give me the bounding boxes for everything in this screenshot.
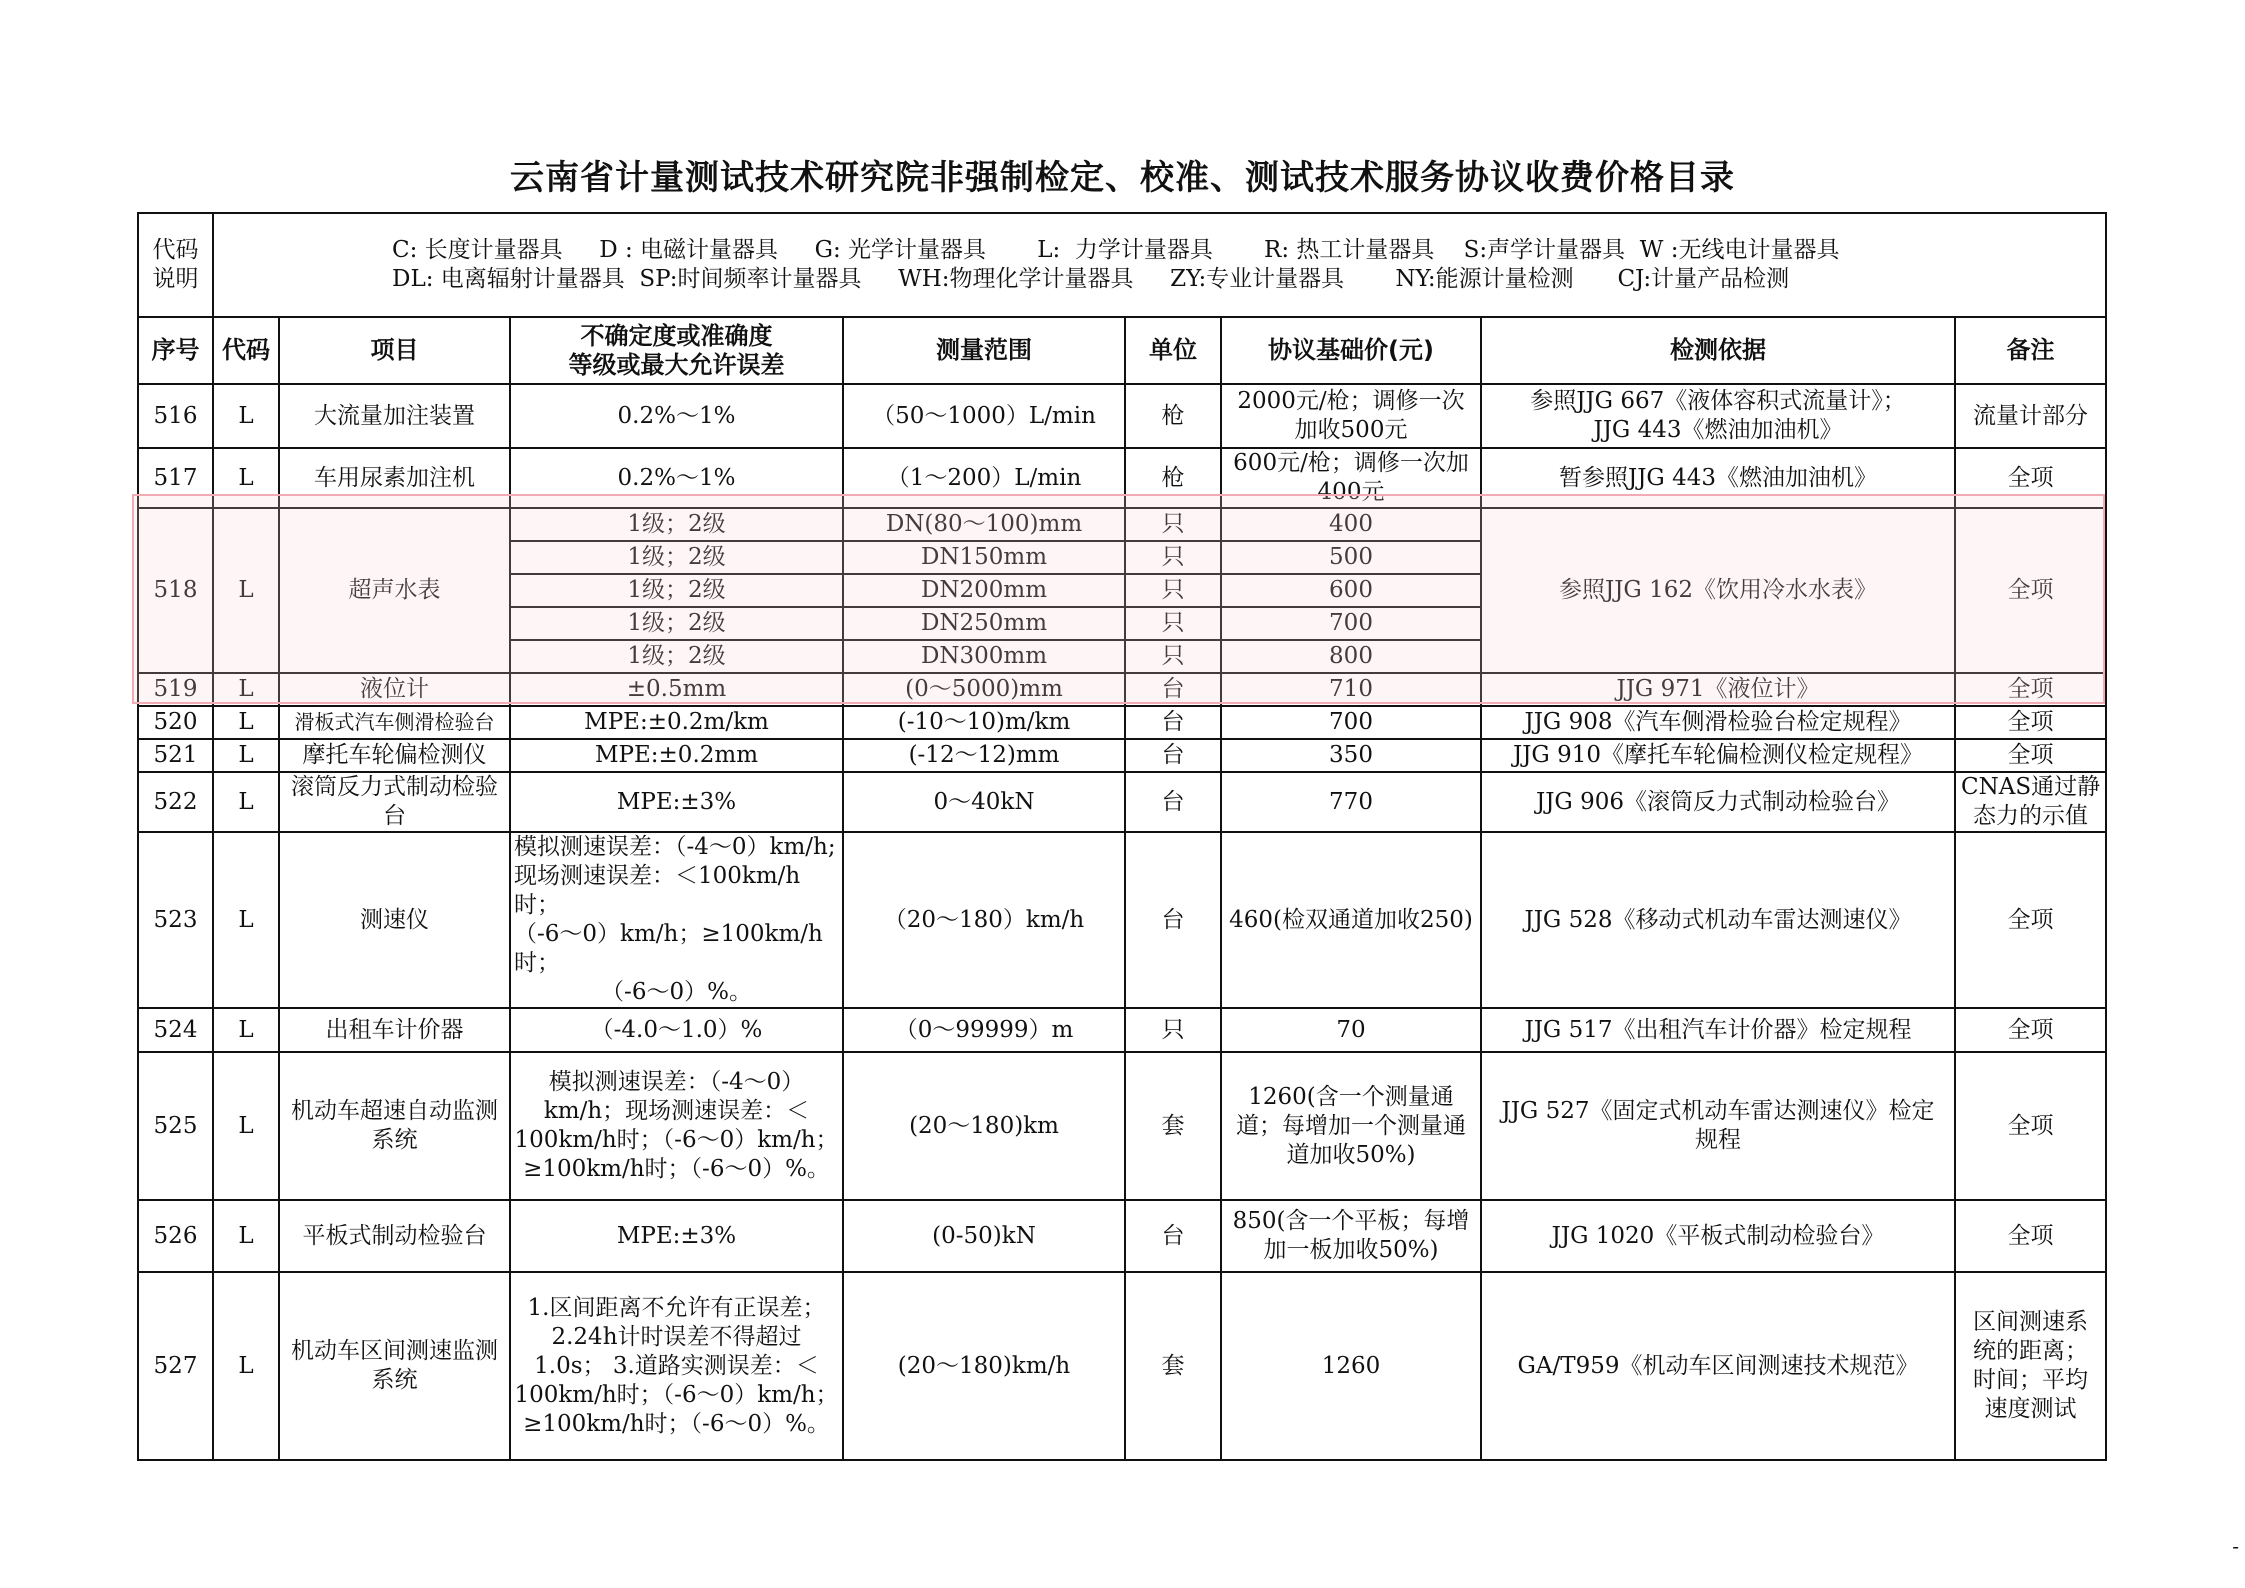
cell-range: DN150mm — [843, 541, 1125, 574]
cell-price — [1221, 1052, 1481, 1200]
cell-unit: 台 — [1125, 772, 1221, 832]
cell-unit: 只 — [1125, 640, 1221, 673]
cell-basis: JJG 517《出租汽车计价器》检定规程 — [1481, 1008, 1955, 1052]
table-row — [138, 1008, 2106, 1052]
cell-range: DN200mm — [843, 574, 1125, 607]
page-edge-mark: - — [2232, 1534, 2239, 1558]
cell-basis: JJG 528《移动式机动车雷达测速仪》 — [1481, 832, 1955, 1008]
cell-uncertainty — [510, 832, 843, 1008]
cell-code: L — [213, 1200, 279, 1272]
legend-content — [213, 213, 2106, 317]
cell-seq: 525 — [138, 1052, 213, 1200]
legend-line-1: C: 长度计量器具 D : 电磁计量器具 G: 光学计量器具 L: 力学计量器具 R: 热工计量器具 S:声学计量器具 W :无线电计量器具 — [392, 237, 1840, 263]
cell-uncertainty: MPE:±3% — [510, 772, 843, 832]
cell-item-line: 系统 — [371, 1367, 418, 1393]
cell-price: 500 — [1221, 541, 1481, 574]
cell-item: 液位计 — [279, 673, 510, 706]
cell-item — [279, 1272, 510, 1460]
cell-uncertainty: 1级；2级 — [510, 640, 843, 673]
cell-remark: 全项 — [1955, 448, 2106, 508]
cell-price: 770 — [1221, 772, 1481, 832]
legend-line-2: DL: 电离辐射计量器具 SP:时间频率计量器具 WH:物理化学计量器具 ZY:专业计量器具 NY:能源计量检测 CJ:计量产品检测 — [392, 266, 1790, 292]
table-row — [138, 508, 2106, 541]
cell-seq: 522 — [138, 772, 213, 832]
cell-seq: 516 — [138, 384, 213, 448]
cell-item: 测速仪 — [279, 832, 510, 1008]
cell-basis: 暂参照JJG 443《燃油加油机》 — [1481, 448, 1955, 508]
table-row — [138, 384, 2106, 448]
cell-item: 车用尿素加注机 — [279, 448, 510, 508]
cell-item-line: 滚筒反力式制动检验 — [291, 774, 498, 800]
cell-remark-line: CNAS通过静 — [1961, 774, 2101, 800]
cell-code: L — [213, 832, 279, 1008]
cell-uncertainty: （-4.0～1.0）% — [510, 1008, 843, 1052]
cell-remark: 全项 — [1955, 832, 2106, 1008]
table-row — [138, 1272, 2106, 1460]
cell-code: L — [213, 772, 279, 832]
cell-uncertainty-line: 100km/h时；（-6～0）km/h； — [514, 1127, 839, 1153]
cell-unit: 台 — [1125, 832, 1221, 1008]
cell-seq: 519 — [138, 673, 213, 706]
header-unit: 单位 — [1125, 317, 1221, 384]
cell-range: （0～99999）m — [843, 1008, 1125, 1052]
cell-uncertainty-line: ≥100km/h时；（-6～0）%。 — [523, 1156, 830, 1182]
page-title: 云南省计量测试技术研究院非强制检定、校准、测试技术服务协议收费价格目录 — [510, 158, 1735, 198]
legend-label — [138, 213, 213, 317]
cell-range: (20～180)km — [843, 1052, 1125, 1200]
cell-uncertainty-line: （-6～0）km/h；≥100km/h时； — [514, 921, 823, 976]
cell-unit: 枪 — [1125, 384, 1221, 448]
cell-item-line: 机动车区间测速监测 — [291, 1338, 498, 1364]
cell-price — [1221, 1200, 1481, 1272]
cell-uncertainty-line: 1.0s； 3.道路实测误差：＜ — [534, 1352, 819, 1379]
cell-basis-line: JJG 443《燃油加油机》 — [1593, 417, 1843, 443]
cell-price: 600 — [1221, 574, 1481, 607]
cell-uncertainty-line: 100km/h时；（-6～0）km/h； — [514, 1381, 839, 1408]
cell-price-line: 850(含一个平板；每增 — [1232, 1208, 1470, 1234]
cell-uncertainty-line: 现场测速误差：＜100km/h时； — [514, 863, 801, 918]
table-row — [138, 1200, 2106, 1272]
cell-basis — [1481, 384, 1955, 448]
cell-price: 800 — [1221, 640, 1481, 673]
cell-code: L — [213, 1052, 279, 1200]
header-item: 项目 — [279, 317, 510, 384]
cell-item: 平板式制动检验台 — [279, 1200, 510, 1272]
cell-code: L — [213, 508, 279, 673]
cell-item: 滑板式汽车侧滑检验台 — [279, 706, 510, 739]
cell-price-line: 400元 — [1317, 479, 1385, 505]
cell-remark: 全项 — [1955, 1052, 2106, 1200]
cell-range: (-10～10)m/km — [843, 706, 1125, 739]
price-table — [137, 212, 2107, 1461]
cell-basis-line: 规程 — [1695, 1127, 1741, 1153]
cell-code: L — [213, 739, 279, 772]
cell-uncertainty-line: km/h；现场测速误差：＜ — [543, 1098, 810, 1124]
cell-item — [279, 1052, 510, 1200]
cell-range: (-12～12)mm — [843, 739, 1125, 772]
cell-remark — [1955, 772, 2106, 832]
cell-price — [1221, 384, 1481, 448]
cell-seq: 526 — [138, 1200, 213, 1272]
cell-uncertainty-line: 1.区间距离不允许有正误差； — [527, 1294, 826, 1321]
cell-item — [279, 772, 510, 832]
cell-price: 700 — [1221, 706, 1481, 739]
cell-price: 400 — [1221, 508, 1481, 541]
cell-uncertainty: 1级；2级 — [510, 574, 843, 607]
cell-seq: 523 — [138, 832, 213, 1008]
cell-range: （50～1000）L/min — [843, 384, 1125, 448]
cell-unit: 只 — [1125, 574, 1221, 607]
cell-seq: 524 — [138, 1008, 213, 1052]
header-uncertainty — [510, 317, 843, 384]
cell-uncertainty: 1级；2级 — [510, 541, 843, 574]
cell-item: 超声水表 — [279, 508, 510, 673]
header-uncertainty-line: 不确定度或准确度 — [580, 321, 773, 350]
header-uncertainty-line: 等级或最大允许误差 — [568, 350, 785, 379]
cell-remark: 流量计部分 — [1955, 384, 2106, 448]
cell-basis: JJG 1020《平板式制动检验台》 — [1481, 1200, 1955, 1272]
cell-item-line: 台 — [383, 803, 406, 829]
cell-remark — [1955, 1272, 2106, 1460]
cell-remark-line: 速度测试 — [1984, 1396, 2077, 1422]
cell-uncertainty: ±0.5mm — [510, 673, 843, 706]
cell-remark-line: 态力的示值 — [1973, 803, 2089, 829]
cell-uncertainty-line: 模拟测速误差：（-4～0） — [548, 1069, 805, 1095]
cell-unit: 只 — [1125, 1008, 1221, 1052]
cell-uncertainty: MPE:±3% — [510, 1200, 843, 1272]
legend-row — [138, 213, 2106, 317]
cell-seq: 518 — [138, 508, 213, 673]
cell-basis-line: JJG 527《固定式机动车雷达测速仪》检定 — [1501, 1098, 1935, 1124]
cell-uncertainty: MPE:±0.2mm — [510, 739, 843, 772]
cell-remark-line: 时间；平均 — [1973, 1367, 2089, 1393]
cell-price: 70 — [1221, 1008, 1481, 1052]
header-basis: 检测依据 — [1481, 317, 1955, 384]
cell-uncertainty: 1级；2级 — [510, 508, 843, 541]
cell-code: L — [213, 706, 279, 739]
table-row — [138, 739, 2106, 772]
cell-uncertainty: MPE:±0.2m/km — [510, 706, 843, 739]
cell-seq: 517 — [138, 448, 213, 508]
cell-unit: 台 — [1125, 739, 1221, 772]
cell-unit: 套 — [1125, 1272, 1221, 1460]
header-range: 测量范围 — [843, 317, 1125, 384]
table-row — [138, 448, 2106, 508]
header-remark: 备注 — [1955, 317, 2106, 384]
cell-basis: JJG 908《汽车侧滑检验台检定规程》 — [1481, 706, 1955, 739]
cell-code: L — [213, 448, 279, 508]
header-row — [138, 317, 2106, 384]
table-row — [138, 1052, 2106, 1200]
cell-uncertainty-line: ≥100km/h时；（-6～0）%。 — [523, 1410, 830, 1437]
cell-code: L — [213, 1008, 279, 1052]
cell-price — [1221, 448, 1481, 508]
cell-range: （1～200）L/min — [843, 448, 1125, 508]
cell-uncertainty: 0.2%～1% — [510, 448, 843, 508]
cell-unit: 台 — [1125, 673, 1221, 706]
cell-remark-line: 区间测速系 — [1973, 1309, 2089, 1335]
cell-basis: JJG 910《摩托车轮偏检测仪检定规程》 — [1481, 739, 1955, 772]
cell-remark-line: 统的距离； — [1973, 1338, 2089, 1364]
cell-price-line: 1260(含一个测量通 — [1248, 1083, 1454, 1110]
cell-range: 0～40kN — [843, 772, 1125, 832]
cell-remark: 全项 — [1955, 1200, 2106, 1272]
table-row — [138, 706, 2106, 739]
header-price: 协议基础价(元) — [1221, 317, 1481, 384]
cell-price: 1260 — [1221, 1272, 1481, 1460]
cell-uncertainty: 1级；2级 — [510, 607, 843, 640]
cell-item-line: 系统 — [371, 1127, 418, 1153]
cell-code: L — [213, 384, 279, 448]
cell-range: DN250mm — [843, 607, 1125, 640]
cell-price-line: 600元/枪；调修一次加 — [1233, 450, 1469, 476]
cell-price-line: 加收500元 — [1294, 417, 1408, 443]
cell-item: 大流量加注装置 — [279, 384, 510, 448]
header-code: 代码 — [213, 317, 279, 384]
cell-remark: 全项 — [1955, 706, 2106, 739]
cell-uncertainty — [510, 1272, 843, 1460]
cell-unit: 台 — [1125, 706, 1221, 739]
table-row — [138, 832, 2106, 1008]
cell-item: 出租车计价器 — [279, 1008, 510, 1052]
table-row — [138, 772, 2106, 832]
cell-uncertainty: 0.2%～1% — [510, 384, 843, 448]
cell-code: L — [213, 1272, 279, 1460]
cell-unit: 只 — [1125, 541, 1221, 574]
cell-seq: 527 — [138, 1272, 213, 1460]
cell-range: (20～180)km/h — [843, 1272, 1125, 1460]
cell-range: (0～5000)mm — [843, 673, 1125, 706]
header-seq: 序号 — [138, 317, 213, 384]
cell-basis: JJG 971《液位计》 — [1481, 673, 1955, 706]
cell-price-line: 道；每增加一个测量通 — [1236, 1112, 1466, 1139]
cell-basis-line: 参照JJG 667《液体容积式流量计》； — [1530, 388, 1906, 414]
cell-unit: 枪 — [1125, 448, 1221, 508]
legend-label-line: 说明 — [152, 266, 199, 292]
cell-uncertainty — [510, 1052, 843, 1200]
cell-price-line: 加一板加收50%) — [1263, 1237, 1439, 1263]
cell-unit: 套 — [1125, 1052, 1221, 1200]
cell-price-line: 2000元/枪；调修一次 — [1237, 388, 1465, 414]
cell-price: 460(检双通道加收250) — [1221, 832, 1481, 1008]
cell-basis: JJG 906《滚筒反力式制动检验台》 — [1481, 772, 1955, 832]
cell-remark: 全项 — [1955, 1008, 2106, 1052]
cell-remark: 全项 — [1955, 673, 2106, 706]
cell-basis — [1481, 1052, 1955, 1200]
cell-price: 710 — [1221, 673, 1481, 706]
cell-seq: 520 — [138, 706, 213, 739]
cell-price-line: 道加收50%) — [1286, 1141, 1416, 1168]
cell-uncertainty-line: （-6～0）%。 — [601, 979, 752, 1005]
cell-range: (0-50)kN — [843, 1200, 1125, 1272]
cell-seq: 521 — [138, 739, 213, 772]
cell-price: 700 — [1221, 607, 1481, 640]
cell-remark: 全项 — [1955, 739, 2106, 772]
cell-unit: 只 — [1125, 508, 1221, 541]
cell-price: 350 — [1221, 739, 1481, 772]
cell-unit: 只 — [1125, 607, 1221, 640]
table-row — [138, 673, 2106, 706]
cell-remark: 全项 — [1955, 508, 2106, 673]
cell-item: 摩托车轮偏检测仪 — [279, 739, 510, 772]
cell-item-line: 机动车超速自动监测 — [291, 1098, 498, 1124]
cell-unit: 台 — [1125, 1200, 1221, 1272]
legend-label-line: 代码 — [152, 237, 199, 263]
cell-basis: 参照JJG 162《饮用冷水水表》 — [1481, 508, 1955, 673]
cell-uncertainty-line: 2.24h计时误差不得超过 — [551, 1323, 802, 1350]
cell-range: DN(80～100)mm — [843, 508, 1125, 541]
cell-range: （20～180）km/h — [843, 832, 1125, 1008]
cell-code: L — [213, 673, 279, 706]
cell-range: DN300mm — [843, 640, 1125, 673]
cell-basis: GA/T959《机动车区间测速技术规范》 — [1481, 1272, 1955, 1460]
cell-uncertainty-line: 模拟测速误差：（-4～0）km/h; — [514, 834, 836, 860]
